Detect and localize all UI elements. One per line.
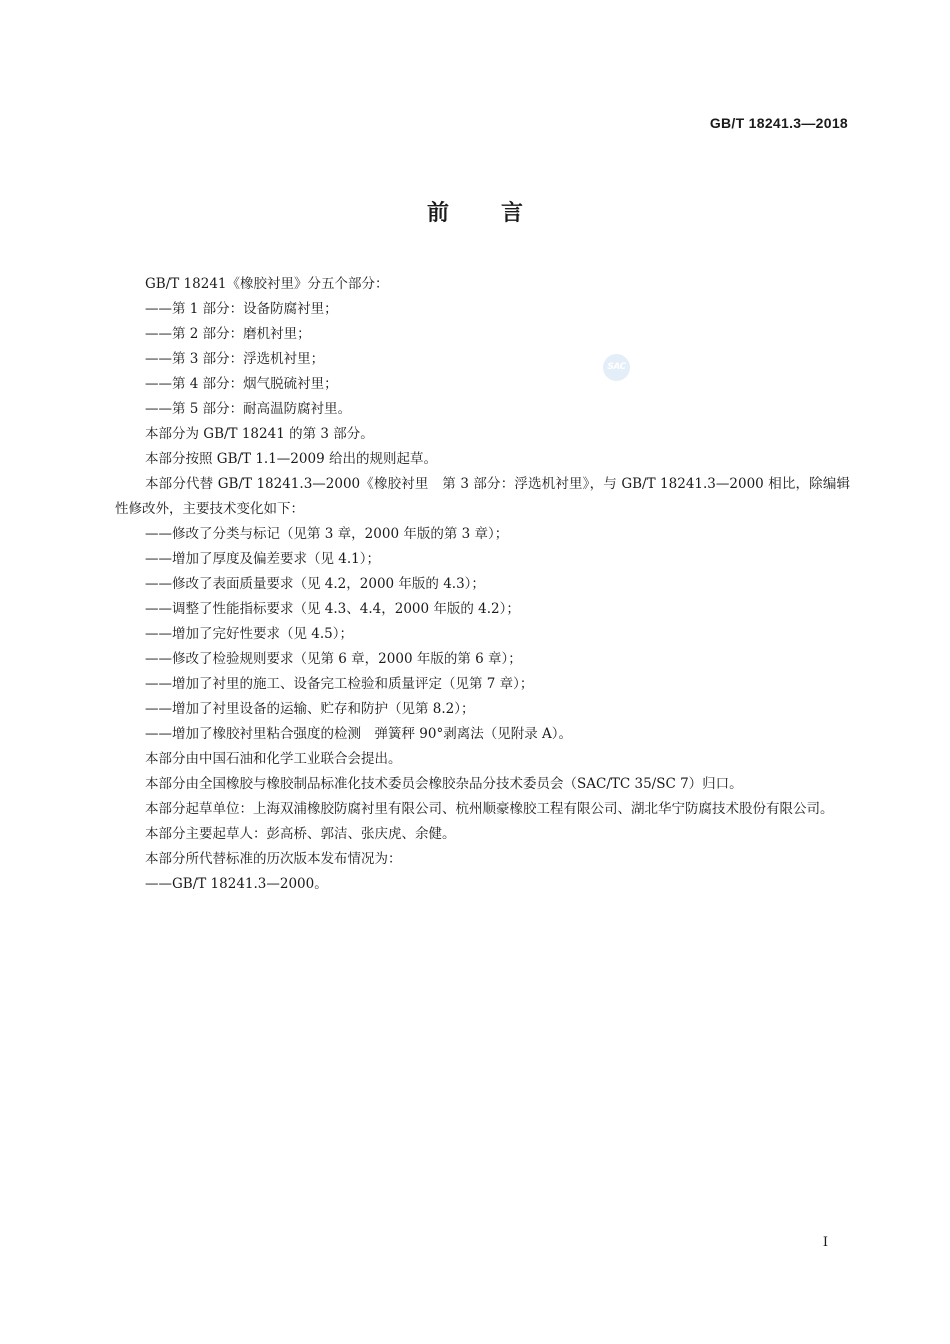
list-item: ——修改了表面质量要求（见 4.2，2000 年版的 4.3）；: [145, 576, 485, 592]
paragraph: 本部分按照 GB/T 1.1—2009 给出的规则起草。: [145, 451, 437, 467]
standard-number: GB/T 18241.3—2018: [709, 115, 848, 131]
list-item: ——第 1 部分：设备防腐衬里；: [145, 301, 338, 317]
list-item: ——增加了完好性要求（见 4.5）；: [145, 626, 354, 642]
list-item: ——第 4 部分：烟气脱硫衬里；: [145, 376, 338, 392]
list-item: ——修改了检验规则要求（见第 6 章，2000 年版的第 6 章）；: [145, 651, 522, 667]
list-item: ——第 5 部分：耐高温防腐衬里。: [145, 401, 352, 417]
paragraph: GB/T 18241《橡胶衬里》分五个部分：: [145, 276, 389, 292]
list-item: ——GB/T 18241.3—2000。: [145, 876, 328, 892]
list-item: ——增加了衬里的施工、设备完工检验和质量评定（见第 7 章）；: [145, 676, 534, 692]
foreword-body: [115, 272, 850, 897]
list-item: ——增加了衬里设备的运输、贮存和防护（见第 8.2）；: [145, 701, 475, 717]
list-item: ——调整了性能指标要求（见 4.3、4.4，2000 年版的 4.2）；: [145, 601, 520, 617]
paragraph: 本部分所代替标准的历次版本发布情况为：: [145, 851, 402, 867]
sac-watermark-logo: SAC: [603, 354, 630, 381]
list-item: ——增加了厚度及偏差要求（见 4.1）；: [145, 551, 381, 567]
paragraph: 本部分代替 GB/T 18241.3—2000《橡胶衬里 第 3 部分：浮选机衬里》，与 GB/T 18241.3—2000 相比，除编辑性修改外，主要技术变化如下：: [115, 476, 850, 517]
page-title: 前言: [426, 201, 575, 226]
paragraph: 本部分主要起草人：彭高桥、郭洁、张庆虎、余健。: [145, 826, 456, 842]
paragraph: 本部分由全国橡胶与橡胶制品标准化技术委员会橡胶杂品分技术委员会（SAC/TC 35/SC 7）归口。: [145, 776, 743, 792]
paragraph: 本部分为 GB/T 18241 的第 3 部分。: [145, 426, 374, 442]
list-item: ——第 3 部分：浮选机衬里；: [145, 351, 325, 367]
list-item: ——修改了分类与标记（见第 3 章，2000 年版的第 3 章）；: [145, 526, 509, 542]
page-number: I: [822, 1235, 828, 1250]
list-item: ——第 2 部分：磨机衬里；: [145, 326, 311, 342]
paragraph: 本部分由中国石油和化学工业联合会提出。: [145, 751, 402, 767]
list-item: ——增加了橡胶衬里粘合强度的检测 弹簧秤 90°剥离法（见附录 A）。: [145, 726, 573, 742]
paragraph: 本部分起草单位：上海双浦橡胶防腐衬里有限公司、杭州顺豪橡胶工程有限公司、湖北华宁防腐技术股份有限公司。: [145, 801, 834, 817]
